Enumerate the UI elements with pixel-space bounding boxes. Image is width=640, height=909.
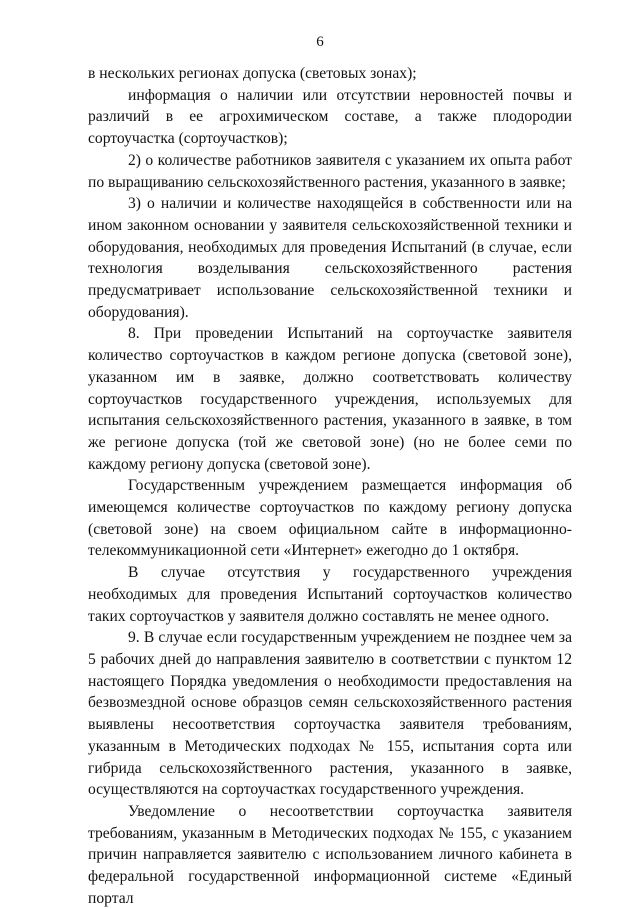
paragraph-1: в нескольких регионах допуска (световых зонах);: [88, 65, 417, 82]
page-number: 6: [316, 34, 324, 50]
paragraph-2: информация о наличии или отсутствии неровностей почвы и различий в ее агрохимическом составе, а также плодородии сортоучастка (сортоучастков);: [88, 86, 572, 148]
paragraph-9: Уведомление о несоответствии сортоучастка заявителя требованиям, указанным в Методических подходах № 155, с указанием причин направляется заявителю с использованием личного кабинета в федеральной государственной информационной системе «Единый портал: [88, 802, 572, 907]
paragraph-7: В случае отсутствия у государственного учреждения необходимых для проведения Испытаний сортоучастков количество таких сортоучастков у заявителя должно составлять не менее одного.: [88, 564, 572, 625]
paragraph-5: 8. При проведении Испытаний на сортоучастке заявителя количество сортоучастков в каждом регионе допуска (световой зоне), указанном им в заявке, должно соответствовать количеству сортоучастков государственного учреждения, используемых для испытания сельскохозяйственного растения, указанного в заявке, в том же регионе допуска (той же световой зоне) (но не более семи по каждому региону допуска (световой зоне).: [88, 325, 572, 473]
paragraph-8: 9. В случае если государственным учреждением не позднее чем за 5 рабочих дней до направления заявителю в соответствии с пунктом 12 настоящего Порядка уведомления о необходимости предоставления на безвозмездной основе образцов семян сельскохозяйственного растения выявлены несоответствия сортоучастка заявителя требованиям, указанным в Методических подходах № 155, испытания сорта или гибрида сельскохозяйственного растения, указанного в заявке, осуществляются на сортоучастках государственного учреждения.: [88, 629, 572, 799]
paragraph-6: Государственным учреждением размещается информация об имеющемся количестве сортоучастков по каждому региону допуска (световой зоне) на своем официальном сайте в информационно-телекоммуникационной сети «Интернет» ежегодно до 1 октября.: [88, 477, 572, 560]
paragraph-4: 3) о наличии и количестве находящейся в собственности или на ином законном основании у заявителя сельскохозяйственной техники и оборудования, необходимых для проведения Испытаний (в случае, если технология возделывания сельскохозяйственного растения предусматривает использование сельскохозяйственной техники и оборудования).: [88, 195, 572, 321]
paragraph-3: 2) о количестве работников заявителя с указанием их опыта работ по выращиванию сельскохозяйственного растения, указанного в заявке;: [88, 151, 572, 191]
document-body: [88, 63, 572, 909]
